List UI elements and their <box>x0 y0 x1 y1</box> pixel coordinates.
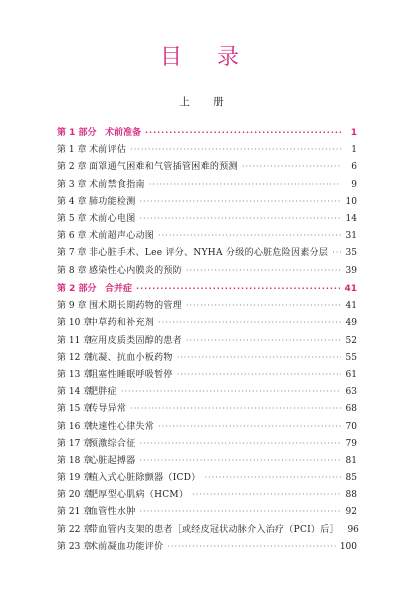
chapter-title: 术前禁食指南 <box>89 179 145 190</box>
leader-dots <box>140 197 341 206</box>
toc-chapter-row[interactable] <box>57 194 357 211</box>
toc-chapter-row[interactable] <box>57 487 357 504</box>
page-number: 88 <box>345 490 357 501</box>
chapter-number: 第 23 章 <box>57 541 93 552</box>
leader-dots <box>140 507 341 516</box>
page-number: 6 <box>351 162 357 173</box>
chapter-title: 面罩通气困难和气管插管困难的预测 <box>89 162 238 173</box>
page-number: 81 <box>345 455 357 466</box>
chapter-number: 第 5 章 <box>57 213 87 224</box>
leader-dots <box>140 439 341 448</box>
leader-dots <box>186 266 341 275</box>
page-number: 41 <box>345 301 357 312</box>
toc-chapter-row[interactable] <box>57 453 357 470</box>
page-number: 10 <box>345 196 357 207</box>
chapter-number: 第 9 章 <box>57 301 87 312</box>
toc-chapter-row[interactable] <box>57 470 357 487</box>
page-number: 41 <box>344 284 357 294</box>
chapter-number: 第 3 章 <box>57 179 87 190</box>
chapter-title: 血管性水肿 <box>89 507 136 518</box>
leader-dots <box>140 214 341 223</box>
chapter-number: 第 10 章 <box>57 318 93 329</box>
page-number: 31 <box>345 231 357 242</box>
toc-part-heading[interactable] <box>57 125 357 142</box>
toc-chapter-row[interactable] <box>57 539 357 556</box>
chapter-title: 术前评估 <box>89 145 127 156</box>
leader-dots <box>242 162 341 171</box>
toc-part-2 <box>57 281 357 556</box>
page-number: 85 <box>345 473 357 484</box>
chapter-number: 第 18 章 <box>57 455 93 466</box>
toc-part-heading[interactable] <box>57 281 357 298</box>
chapter-number: 第 4 章 <box>57 196 87 207</box>
part-number: 第 2 部分 <box>57 284 97 294</box>
chapter-number: 第 16 章 <box>57 421 93 432</box>
page-number: 79 <box>345 438 357 449</box>
toc-chapter-row[interactable] <box>57 367 357 384</box>
toc-chapter-row[interactable] <box>57 142 357 159</box>
page-number: 63 <box>345 387 357 398</box>
chapter-title: 围术期长期药物的管理 <box>89 301 183 312</box>
leader-dots <box>136 284 340 293</box>
volume-label: 上 册 <box>179 96 234 108</box>
toc-chapter-row[interactable] <box>57 504 357 521</box>
toc-chapter-row[interactable] <box>57 522 357 539</box>
leader-dots <box>158 422 341 431</box>
leader-dots <box>140 456 341 465</box>
chapter-title: 阻塞性睡眠呼吸暂停 <box>89 369 173 380</box>
page-number: 70 <box>345 421 357 432</box>
page-number: 68 <box>345 404 357 415</box>
leader-dots <box>167 542 335 551</box>
toc-chapter-row[interactable] <box>57 384 357 401</box>
leader-dots <box>186 301 341 310</box>
toc-chapter-row[interactable] <box>57 298 357 315</box>
leader-dots <box>121 387 341 396</box>
chapter-number: 第 21 章 <box>57 507 93 518</box>
chapter-title: 感染性心内膜炎的预防 <box>89 265 183 276</box>
toc-chapter-row[interactable] <box>57 228 357 245</box>
toc-chapter-row[interactable] <box>57 245 357 262</box>
leader-dots <box>186 336 341 345</box>
page-number: 1 <box>350 128 357 138</box>
chapter-number: 第 19 章 <box>57 473 93 484</box>
chapter-title: 肺功能检测 <box>89 196 136 207</box>
chapter-title: 抗凝、抗血小板药物 <box>89 352 173 363</box>
leader-dots <box>130 404 341 413</box>
toc-chapter-row[interactable] <box>57 211 357 228</box>
chapter-number: 第 7 章 <box>57 248 87 259</box>
page-title: 目 录 <box>160 45 253 70</box>
page-number: 55 <box>345 352 357 363</box>
page-number: 96 <box>347 524 359 535</box>
page-number: 39 <box>345 265 357 276</box>
chapter-title: 术前凝血功能评价 <box>89 541 164 552</box>
chapter-title: 术前心电图 <box>89 213 136 224</box>
part-number: 第 1 部分 <box>57 128 97 138</box>
chapter-title: 肥胖症 <box>89 387 117 398</box>
toc-part-1 <box>57 125 357 280</box>
leader-dots <box>130 145 341 154</box>
toc-chapter-row[interactable] <box>57 436 357 453</box>
toc-chapter-row[interactable] <box>57 177 357 194</box>
leader-dots <box>205 473 341 482</box>
chapter-title: 心脏起搏器 <box>89 455 136 466</box>
chapter-number: 第 14 章 <box>57 387 93 398</box>
toc-chapter-row[interactable] <box>57 333 357 350</box>
chapter-number: 第 1 章 <box>57 145 87 156</box>
chapter-title: 快速性心律失常 <box>89 421 155 432</box>
chapter-title: 非心脏手术、Lee 评分、NYHA 分级的心脏危险因素分层 <box>89 248 329 259</box>
chapter-title: 预激综合征 <box>89 438 136 449</box>
page-number: 9 <box>351 179 357 190</box>
chapter-number: 第 13 章 <box>57 369 93 380</box>
page-number: 52 <box>345 335 357 346</box>
chapter-title: 术前超声心动图 <box>89 231 155 242</box>
chapter-title: 肥厚型心肌病（HCM） <box>89 490 189 501</box>
chapter-number: 第 17 章 <box>57 438 93 449</box>
toc-chapter-row[interactable] <box>57 401 357 418</box>
toc-chapter-row[interactable] <box>57 159 357 176</box>
chapter-title: 带血管内支架的患者［或经皮冠状动脉介入治疗（PCI）后］ <box>89 524 339 535</box>
leader-dots <box>177 353 341 362</box>
toc-chapter-row[interactable] <box>57 419 357 436</box>
toc-chapter-row[interactable] <box>57 263 357 280</box>
leader-dots <box>177 370 341 379</box>
chapter-number: 第 2 章 <box>57 162 87 173</box>
chapter-title: 中草药和补充剂 <box>89 318 155 329</box>
toc-chapter-row[interactable] <box>57 315 357 332</box>
leader-dots <box>145 128 341 137</box>
leader-dots <box>192 490 341 499</box>
chapter-number: 第 22 章 <box>57 524 93 535</box>
chapter-number: 第 12 章 <box>57 352 93 363</box>
chapter-number: 第 11 章 <box>57 335 93 346</box>
page-number: 14 <box>345 213 357 224</box>
page-number: 92 <box>345 507 357 518</box>
page-number: 35 <box>345 248 357 259</box>
part-title: 合并症 <box>105 284 133 294</box>
chapter-title: 应用皮质类固醇的患者 <box>89 335 183 346</box>
page-number: 49 <box>345 318 357 329</box>
chapter-title: 植入式心脏除颤器（ICD） <box>89 473 201 484</box>
chapter-number: 第 8 章 <box>57 265 87 276</box>
page-number: 61 <box>345 369 357 380</box>
chapter-title: 传导异常 <box>89 404 127 415</box>
leader-dots <box>158 231 341 240</box>
chapter-number: 第 15 章 <box>57 404 93 415</box>
leader-dots <box>332 248 341 257</box>
part-title: 术前准备 <box>105 128 142 138</box>
chapter-number: 第 20 章 <box>57 490 93 501</box>
page-number: 1 <box>351 145 357 156</box>
leader-dots <box>149 180 341 189</box>
leader-dots <box>158 318 341 327</box>
toc-chapter-row[interactable] <box>57 350 357 367</box>
chapter-number: 第 6 章 <box>57 231 87 242</box>
page-number: 100 <box>339 541 357 552</box>
